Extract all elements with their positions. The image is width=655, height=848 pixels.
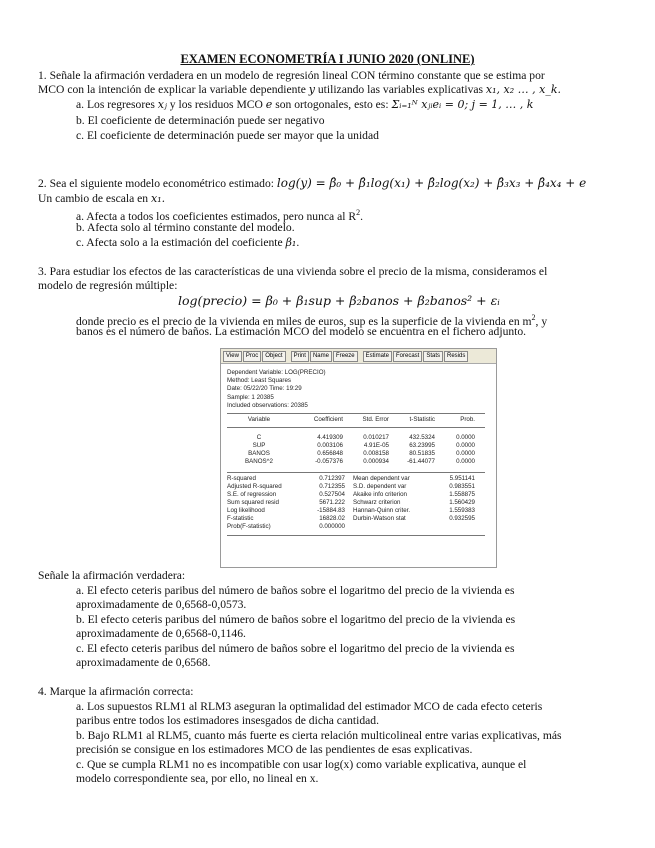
eviews-row-var: C	[256, 434, 262, 441]
q4-option-b-line1: b. Bajo RLM1 al RLM5, cuanto más fuerte es cierta relación multicolineal entre varias explicativas, más	[76, 729, 562, 742]
q1-option-b: b. El coeficiente de determinación puede ser negativo	[76, 114, 325, 127]
eviews-row-var: BANOS^2	[244, 458, 273, 465]
q1-opt-a-mid: y los residuos MCO	[166, 98, 266, 111]
eviews-stat-label: Adjusted R-squared	[227, 483, 282, 490]
q1-opt-a-end: son ortogonales, esto es:	[272, 98, 392, 111]
q1-option-a	[76, 98, 533, 112]
q4-statement: 4. Marque la afirmación correcta:	[38, 685, 194, 698]
eviews-name-button[interactable]: Name	[310, 351, 332, 362]
eviews-col-coefficient: Coefficient	[313, 416, 343, 423]
eviews-stat-value: 0.712397	[319, 475, 345, 482]
eviews-stat-label: Durbin-Watson stat	[353, 515, 406, 522]
eviews-row-t: 432.5324	[409, 434, 435, 441]
eviews-rule-stats	[227, 472, 485, 473]
q2-opt-c-beta: β₁	[285, 236, 297, 249]
eviews-stat-value: 5671.222	[319, 499, 345, 506]
q2-statement-line1	[38, 176, 586, 191]
eviews-stat-label: R-squared	[227, 475, 256, 482]
eviews-estimate-button[interactable]: Estimate	[363, 351, 392, 362]
eviews-output-window	[220, 348, 497, 568]
eviews-dependent-variable: Dependent Variable: LOG(PRECIO)	[227, 369, 326, 376]
q2-opt-a-sup: 2	[356, 208, 361, 217]
eviews-rule-top	[227, 413, 485, 414]
eviews-proc-button[interactable]: Proc	[243, 351, 261, 362]
eviews-forecast-button[interactable]: Forecast	[393, 351, 422, 362]
eviews-row-var: SUP	[252, 442, 266, 449]
eviews-stat-label: F-statistic	[227, 515, 254, 522]
q3-statement-line2: modelo de regresión múltiple:	[38, 279, 178, 292]
q3-option-a-line1: a. El efecto ceteris paribus del número de baños sobre el logaritmo del precio de la vivienda es	[76, 584, 515, 597]
eviews-toolbar	[221, 349, 496, 364]
q3-option-b-line1: b. El efecto ceteris paribus del número de baños sobre el logaritmo del precio de la vivienda es	[76, 613, 516, 626]
eviews-row-coef: 0.656848	[317, 450, 343, 457]
eviews-col-std-error: Std. Error	[362, 416, 389, 423]
q4-option-a-line1: a. Los supuestos RLM1 al RLM3 aseguran la optimalidad del estimador MCO de cada efecto ceteris	[76, 700, 543, 713]
eviews-row-coef: 0.003106	[317, 442, 343, 449]
eviews-col-prob: Prob.	[460, 416, 475, 423]
eviews-row-coef: 4.419309	[317, 434, 343, 441]
eviews-col-variable: Variable	[247, 416, 271, 423]
eviews-row-se: 0.000934	[363, 458, 389, 465]
eviews-row-prob: 0.0000	[456, 434, 475, 441]
eviews-print-button[interactable]: Print	[291, 351, 309, 362]
q2-var-x1: x₁.	[151, 192, 166, 205]
eviews-stat-label: Hannan-Quinn criter.	[353, 507, 411, 514]
eviews-row-prob: 0.0000	[456, 458, 475, 465]
eviews-stat-value: 16828.02	[319, 515, 345, 522]
q1-opt-a-formula: Σᵢ₌₁ᴺ xⱼᵢeᵢ = 0; j = 1, … , k	[391, 98, 534, 111]
q2-opt-a-text: a. Afecta a todos los coeficientes estimados, pero nunca al R	[76, 209, 357, 223]
eviews-stat-value: 0.527504	[319, 491, 345, 498]
q2-opt-a-end: .	[360, 209, 363, 223]
eviews-row-coef: -0.057376	[315, 458, 343, 465]
eviews-rule-header	[227, 427, 485, 428]
q1-line2-text: MCO con la intención de explicar la variable dependiente	[38, 83, 309, 96]
q2-opt-c-text: c. Afecta solo a la estimación del coeficiente	[76, 236, 286, 249]
q4-option-c-line1: c. Que se cumpla RLM1 no es incompatible con usar log(x) como variable explicativa, aunque el	[76, 758, 527, 771]
eviews-stat-value: 1.559383	[449, 507, 475, 514]
eviews-method: Method: Least Squares	[227, 377, 291, 385]
eviews-stat-label: Prob(F-statistic)	[227, 523, 271, 530]
q3-desc1-end: , y	[535, 314, 548, 328]
eviews-row-se: 0.008158	[363, 450, 389, 457]
eviews-stat-label: S.E. of regression	[227, 491, 277, 498]
eviews-stat-label: Schwarz criterion	[353, 499, 401, 506]
q3-description-line2: banos es el número de baños. La estimación MCO del modelo se encuentra en el fichero adjunto.	[76, 325, 527, 338]
eviews-header	[227, 369, 326, 410]
eviews-row-se: 0.010217	[363, 434, 389, 441]
q2-option-b: b. Afecta solo al término constante del modelo.	[76, 221, 295, 234]
eviews-row-t: 80.51835	[409, 450, 435, 457]
q3-option-b-line2: aproximadamente de 0,6568-0,1146.	[76, 627, 246, 640]
q3-model-formula: log(precio) = β₀ + β₁sup + β₂banos + β₂banos² + εᵢ	[178, 293, 500, 308]
eviews-sample: Sample: 1 20385	[227, 393, 274, 401]
q3-statement-line1: 3. Para estudiar los efectos de las características de una vivienda sobre el precio de la misma, consideramos el	[38, 265, 548, 278]
q4-option-a-line2: paribus entre todos los estimadores insesgados de dicha cantidad.	[76, 714, 379, 727]
q4-option-b-line2: precisión se consigue en los estimadores MCO de las pendientes de esas explicativas.	[76, 743, 473, 756]
q1-var-y: y	[308, 83, 315, 96]
eviews-stat-value: 0.983551	[449, 483, 475, 490]
q2-line2-text: Un cambio de escala en	[38, 192, 151, 205]
q2-option-c	[76, 236, 299, 250]
q1-option-c: c. El coeficiente de determinación puede ser mayor que la unidad	[76, 129, 379, 142]
q1-statement-line1: 1. Señale la afirmación verdadera en un modelo de regresión lineal CON término constante que se estima por	[38, 69, 545, 82]
eviews-rule-bottom	[227, 535, 485, 536]
q2-opt-c-end: .	[296, 236, 300, 249]
q4-option-c-line2: modelo correspondiente sea, por ello, no lineal en x.	[76, 772, 319, 785]
eviews-view-button[interactable]: View	[223, 351, 242, 362]
eviews-stat-value: 5.951141	[449, 475, 475, 482]
q3-desc1-sup: 2	[531, 313, 536, 322]
eviews-stat-label: Log likelihood	[227, 507, 265, 514]
eviews-stat-value: 1.560429	[449, 499, 475, 506]
eviews-row-prob: 0.0000	[456, 442, 475, 449]
q3-option-c-line1: c. El efecto ceteris paribus del número de baños sobre el logaritmo del precio de la vivienda es	[76, 642, 515, 655]
eviews-stat-label: Sum squared resid	[227, 499, 279, 506]
eviews-stat-value: 0.000000	[319, 523, 345, 530]
eviews-row-prob: 0.0000	[456, 450, 475, 457]
q3-option-a-line2: aproximadamente de 0,6568-0,0573.	[76, 598, 247, 611]
eviews-resids-button[interactable]: Resids	[444, 351, 468, 362]
eviews-stat-label: S.D. dependent var	[353, 483, 407, 490]
q2-statement-line2	[38, 192, 165, 206]
eviews-stat-value: -15884.83	[317, 507, 345, 514]
eviews-row-var: BANOS	[248, 450, 270, 457]
eviews-row-se: 4.91E-05	[363, 442, 389, 449]
q3-option-c-line2: aproximadamente de 0,6568.	[76, 656, 211, 669]
eviews-stat-value: 0.712355	[319, 483, 345, 490]
eviews-object-button[interactable]: Object	[262, 351, 285, 362]
eviews-date-time: Date: 05/22/20 Time: 19:29	[227, 385, 302, 393]
exam-title: EXAMEN ECONOMETRÍA I JUNIO 2020 (ONLINE)	[180, 52, 475, 66]
eviews-row-t: -61.44077	[407, 458, 435, 465]
eviews-col-t-statistic: t-Statistic	[409, 416, 435, 423]
eviews-stats-button[interactable]: Stats	[423, 351, 443, 362]
eviews-stat-value: 0.932595	[449, 515, 475, 522]
eviews-freeze-button[interactable]: Freeze	[333, 351, 358, 362]
q1-line2-text-b: utilizando las variables explicativas	[314, 83, 486, 96]
q1-opt-a-text: a. Los regresores	[76, 98, 158, 111]
q1-var-list: x₁, x₂ … , x_k.	[485, 83, 561, 96]
q3-prompt: Señale la afirmación verdadera:	[38, 569, 186, 582]
q1-statement-line2	[38, 83, 561, 97]
q1-opt-a-xj: xⱼ	[157, 98, 167, 111]
eviews-stat-value: 1.558875	[449, 491, 475, 498]
q2-line1-text: 2. Sea el siguiente modelo econométrico estimado:	[38, 177, 277, 190]
eviews-row-t: 63.23995	[409, 442, 435, 449]
q2-formula: log(y) = β̂₀ + β̂₁log(x₁) + β̂₂log(x₂) + β̂₃x₃ + β̂₄x₄ + e	[276, 176, 587, 190]
eviews-stat-label: Akaike info criterion	[353, 491, 407, 498]
eviews-stat-label: Mean dependent var	[353, 475, 410, 482]
q1-opt-a-e: e	[265, 98, 273, 111]
eviews-observations: Included observations: 20385	[227, 401, 308, 409]
q3-desc1-text: donde precio es el precio de la vivienda en miles de euros, sup es la superficie de la vivienda en m	[76, 314, 532, 328]
